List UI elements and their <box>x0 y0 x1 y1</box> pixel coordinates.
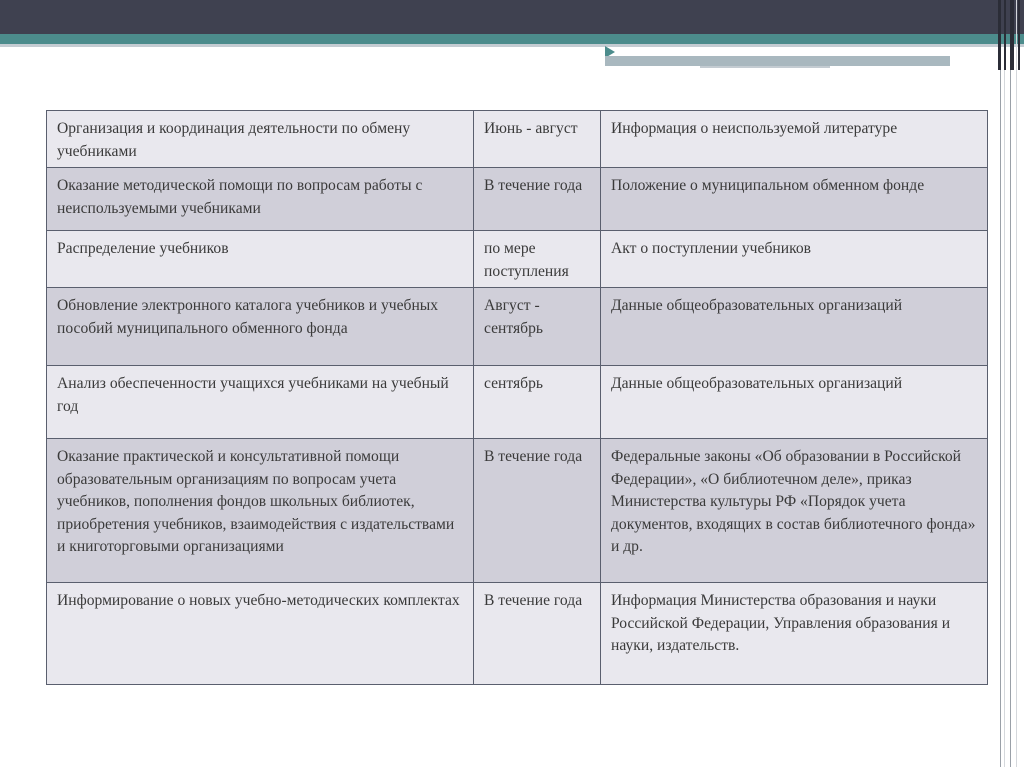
activities-table <box>46 110 988 685</box>
header-tail-band <box>605 56 950 66</box>
period-cell: Июнь - август <box>474 111 601 168</box>
header-band-dark <box>0 0 1024 34</box>
source-cell: Положение о муниципальном обменном фонде <box>601 168 988 231</box>
right-edge-decoration <box>994 0 1024 767</box>
header-tail-line <box>700 66 830 68</box>
activity-cell: Организация и координация деятельности по обмену учебниками <box>47 111 474 168</box>
period-cell: В течение года <box>474 583 601 685</box>
activity-cell: Оказание методической помощи по вопросам работы с неиспользуемыми учебниками <box>47 168 474 231</box>
period-cell: В течение года <box>474 439 601 583</box>
table-row <box>47 583 988 685</box>
table-row <box>47 439 988 583</box>
period-cell: сентябрь <box>474 366 601 439</box>
table-row <box>47 168 988 231</box>
period-cell: Август - сентябрь <box>474 288 601 366</box>
activity-cell: Оказание практической и консультативной помощи образовательным организациям по вопросам учета учебников, пополнения фондов школьных библиотек, приобретения учебников, взаимодействия с издательствами и книготорговыми организациями <box>47 439 474 583</box>
source-cell: Акт о поступлении учебников <box>601 231 988 288</box>
period-cell: В течение года <box>474 168 601 231</box>
source-cell: Информация о неиспользуемой литературе <box>601 111 988 168</box>
period-cell: по мере поступления <box>474 231 601 288</box>
activity-cell: Информирование о новых учебно-методических комплектах <box>47 583 474 685</box>
source-cell: Информация Министерства образования и науки Российской Федерации, Управления образования и науки, издательств. <box>601 583 988 685</box>
source-cell: Федеральные законы «Об образовании в Российской Федерации», «О библиотечном деле», приказ Министерства культуры РФ «Порядок учета документов, входящих в состав библиотечного фонда» и др. <box>601 439 988 583</box>
activity-cell: Анализ обеспеченности учащихся учебниками на учебный год <box>47 366 474 439</box>
header-band-gray <box>0 44 1024 47</box>
source-cell: Данные общеобразовательных организаций <box>601 288 988 366</box>
table-row <box>47 231 988 288</box>
table-row <box>47 366 988 439</box>
activity-cell: Распределение учебников <box>47 231 474 288</box>
table-row <box>47 111 988 168</box>
activity-cell: Обновление электронного каталога учебников и учебных пособий муниципального обменного фонда <box>47 288 474 366</box>
table-row <box>47 288 988 366</box>
header-stripes-decoration <box>994 0 1024 70</box>
header-band-teal <box>0 34 1024 44</box>
source-cell: Данные общеобразовательных организаций <box>601 366 988 439</box>
